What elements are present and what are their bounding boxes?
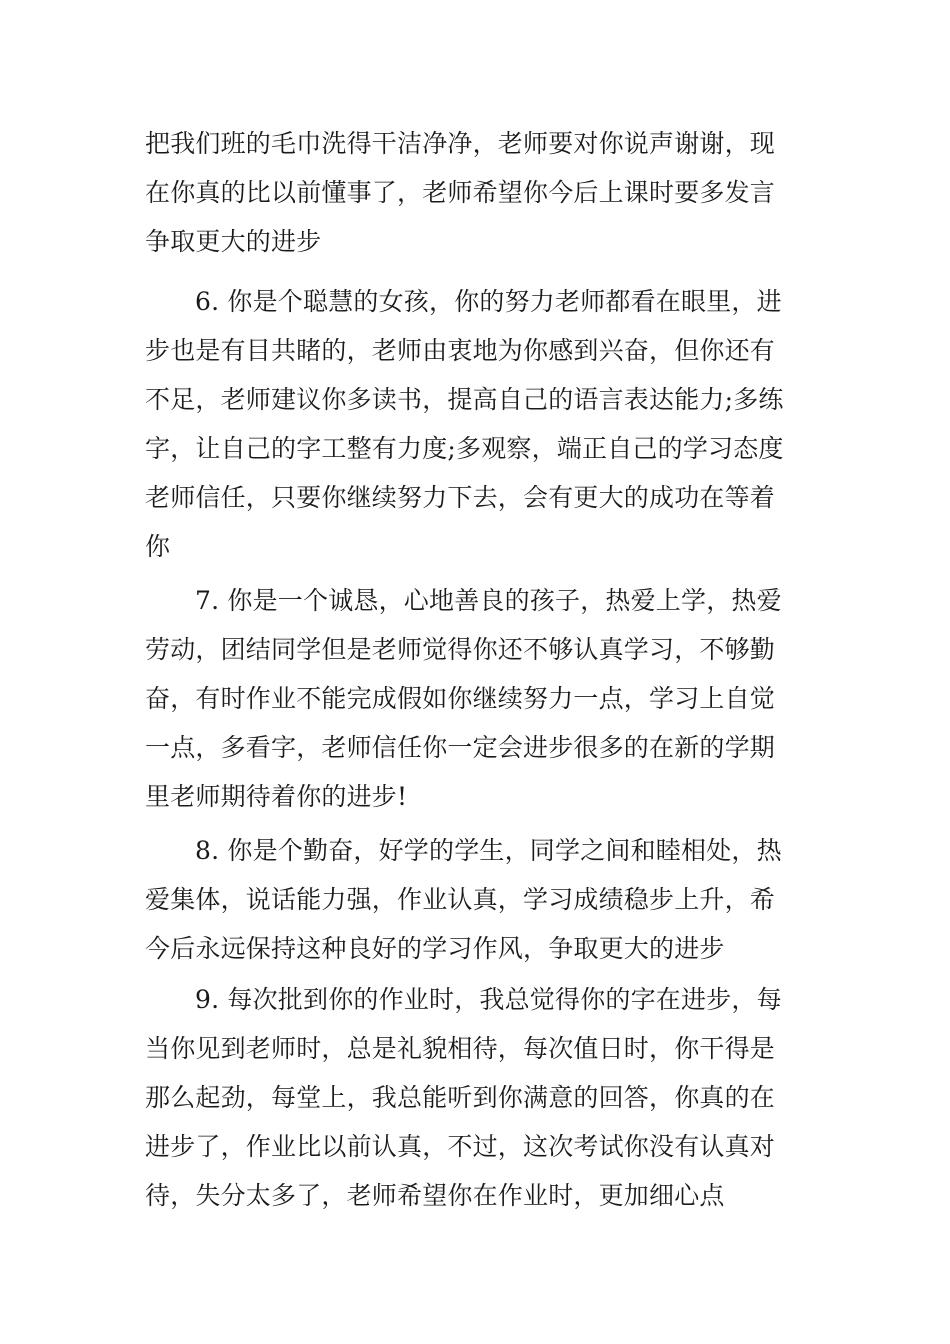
text-line: 进步了，作业比以前认真，不过，这次考试你没有认真对 xyxy=(145,1132,776,1161)
text-line: 待，失分太多了，老师希望你在作业时，更加细心点 xyxy=(145,1181,725,1210)
text-line: 把我们班的毛巾洗得干洁净净，老师要对你说声谢谢，现 xyxy=(145,129,776,158)
text-line: 6. 你是个聪慧的女孩，你的努力老师都看在眼里，进 xyxy=(195,287,782,316)
text-line: 8. 你是个勤奋，好学的学生，同学之间和睦相处，热 xyxy=(195,836,782,865)
text-line: 劳动，团结同学但是老师觉得你还不够认真学习，不够勤 xyxy=(145,635,776,664)
text-line: 7. 你是一个诚恳，心地善良的孩子，热爱上学，热爱 xyxy=(195,586,782,615)
text-line: 老师信任，只要你继续努力下去，会有更大的成功在等着 xyxy=(145,483,776,512)
text-line: 里老师期待着你的进步! xyxy=(145,782,408,811)
text-line: 那么起劲，每堂上，我总能听到你满意的回答，你真的在 xyxy=(145,1083,776,1112)
text-line: 当你见到老师时，总是礼貌相待，每次值日时，你干得是 xyxy=(145,1034,776,1063)
text-line: 9. 每次批到你的作业时，我总觉得你的字在进步，每 xyxy=(195,985,782,1014)
text-line: 一点，多看字，老师信任你一定会进步很多的在新的学期 xyxy=(145,733,776,762)
text-line: 奋，有时作业不能完成假如你继续努力一点，学习上自觉 xyxy=(145,684,776,713)
text-line: 你 xyxy=(145,532,171,561)
text-line: 爱集体，说话能力强，作业认真，学习成绩稳步上升，希 xyxy=(145,885,776,914)
text-line: 争取更大的进步 xyxy=(145,227,322,256)
text-line: 字，让自己的字工整有力度;多观察，端正自己的学习态度 xyxy=(145,434,784,463)
text-line: 不足，老师建议你多读书，提高自己的语言表达能力;多练 xyxy=(145,385,784,414)
text-line: 在你真的比以前懂事了，老师希望你今后上课时要多发言 xyxy=(145,178,776,207)
text-line: 今后永远保持这种良好的学习作风，争取更大的进步 xyxy=(145,934,725,963)
text-line: 步也是有目共睹的，老师由衷地为你感到兴奋，但你还有 xyxy=(145,336,776,365)
